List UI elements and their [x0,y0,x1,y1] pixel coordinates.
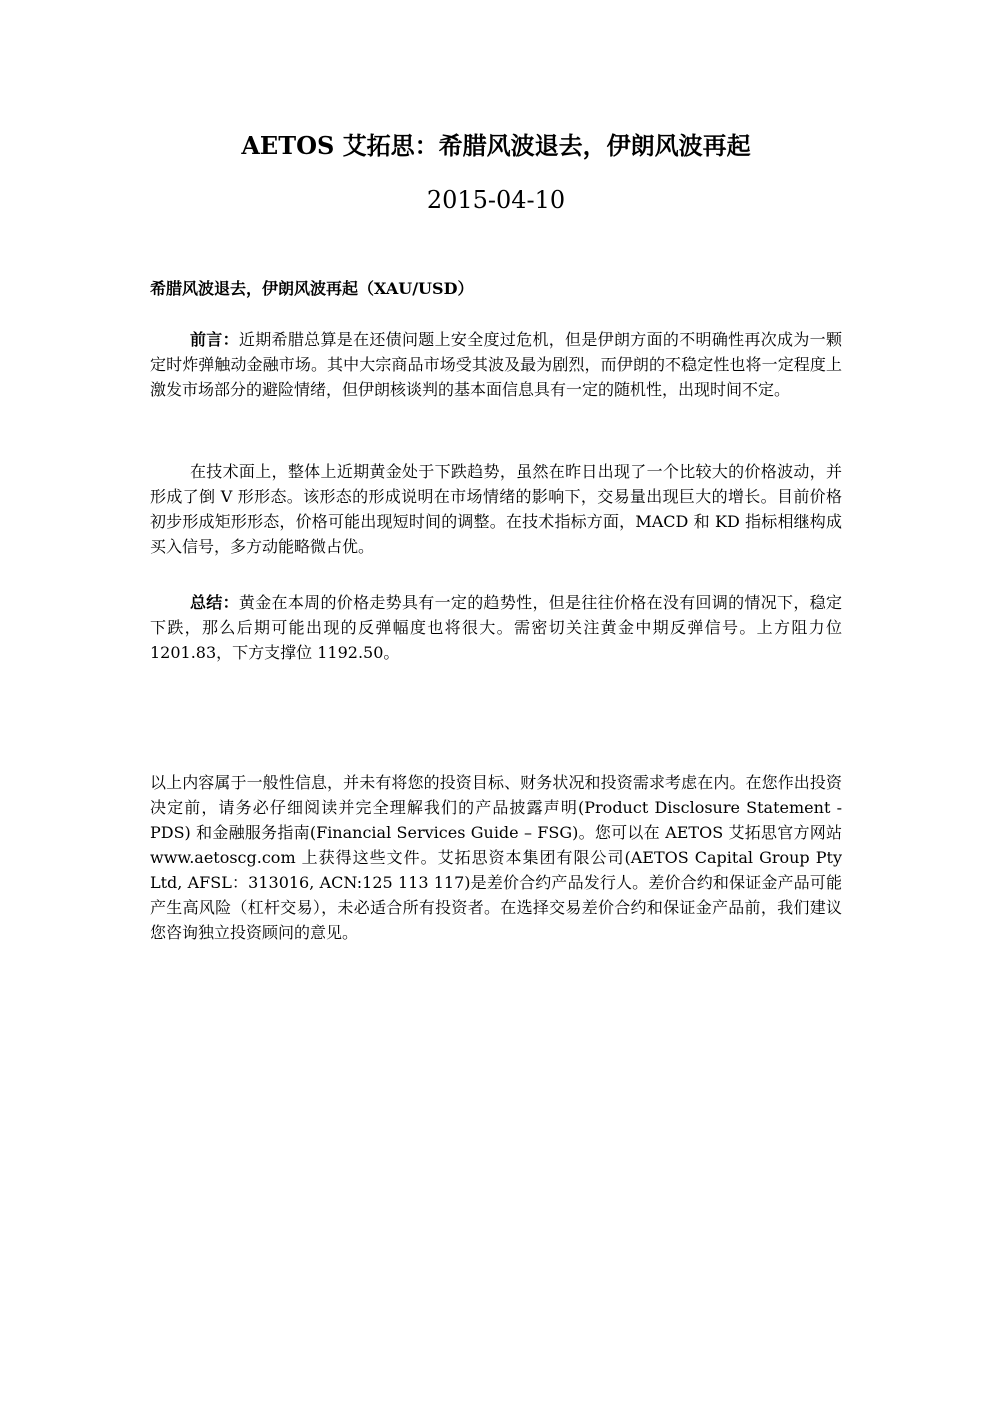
summary-text: 黄金在本周的价格走势具有一定的趋势性，但是往往价格在没有回调的情况下，稳定下跌，那么后期可能出现的反弹幅度也将很大。需密切关注黄金中期反弹信号。上方阻力位 1201.83，下方支撑位 1192.50。 [150,593,842,662]
technical-text: 在技术面上，整体上近期黄金处于下跌趋势，虽然在昨日出现了一个比较大的价格波动，并形成了倒 V 形形态。该形态的形成说明在市场情绪的影响下，交易量出现巨大的增长。目前价格初步形成矩形形态，价格可能出现短时间的调整。在技术指标方面，MACD 和 KD 指标相继构成买入信号，多方动能略微占优。 [150,462,842,556]
document-date: 2015-04-10 [426,186,566,214]
summary-paragraph [150,590,842,665]
summary-label: 总结： [190,593,239,612]
section-heading: 希腊风波退去，伊朗风波再起（XAU/USD） [150,279,474,298]
disclaimer-paragraph: 以上内容属于一般性信息，并未有将您的投资目标、财务状况和投资需求考虑在内。在您作出投资决定前，请务必仔细阅读并完全理解我们的产品披露声明(Product Disclosure Statement - PDS) 和金融服务指南(Financial Services Guide – FSG)。您可以在 AETOS 艾拓思官方网站 www.aetoscg.com 上获得这些文件。艾拓思资本集团有限公司(AETOS Capital Group Pty Ltd, AFSL：313016, ACN:125 113 117)是差价合约产品发行人。差价合约和保证金产品可能产生高风险（杠杆交易），未必适合所有投资者。在选择交易差价合约和保证金产品前，我们建议您咨询独立投资顾问的意见。 [150,773,842,942]
intro-paragraph [150,327,842,402]
document-title: AETOS 艾拓思：希腊风波退去，伊朗风波再起 [241,131,751,160]
intro-text: 近期希腊总算是在还债问题上安全度过危机，但是伊朗方面的不明确性再次成为一颗定时炸弹触动金融市场。其中大宗商品市场受其波及最为剧烈，而伊朗的不稳定性也将一定程度上激发市场部分的避险情绪，但伊朗核谈判的基本面信息具有一定的随机性，出现时间不定。 [150,330,842,399]
technical-paragraph [150,459,842,559]
intro-label: 前言： [190,330,239,349]
